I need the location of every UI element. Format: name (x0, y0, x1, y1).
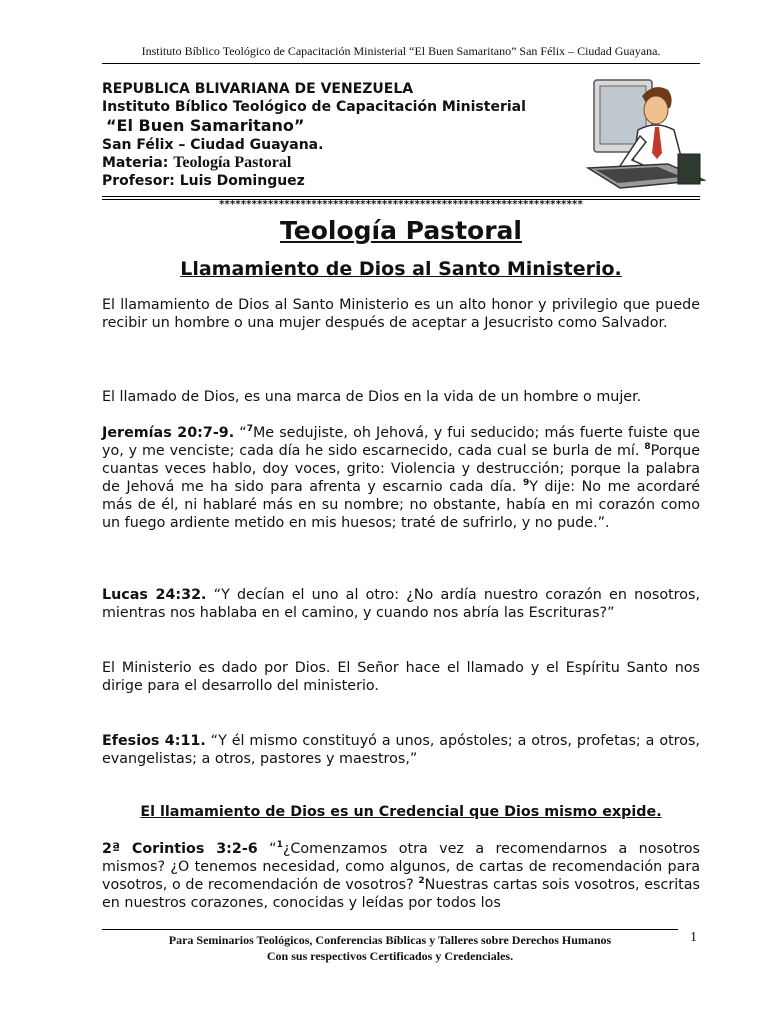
man-at-computer-clipart (586, 72, 706, 194)
institution-name: Instituto Bíblico Teológico de Capacitación Ministerial (102, 99, 526, 115)
verse-2-text: Nuestras cartas sois vosotros, escritas en nuestros corazones, conocidas y leídas por todos los (102, 877, 701, 911)
footer-line-2: Con sus respectivos Certificados y Credenciales. (266, 949, 514, 963)
efesios-paragraph (102, 732, 700, 768)
double-rule-top (102, 196, 700, 197)
footer-line-1: Para Seminarios Teológicos, Conferencias Bíblicas y Talleres sobre Derechos Humanos (168, 933, 612, 947)
verse-number-2: 2 (418, 876, 425, 887)
city-line: San Félix – Ciudad Guayana. (102, 137, 324, 153)
verse-8-text: Porque cuantas veces hablo, doy voces, grito: Violencia y destrucción; porque la palabra de Jehová me ha sido para afrenta y escarnio cada día. (102, 443, 701, 495)
efesios-text: “Y él mismo constituyó a unos, apóstoles; a otros, profetas; a otros, evangelistas; a otros, pastores y maestros,” (102, 733, 700, 767)
footer-rule (102, 929, 678, 930)
materia-value: Teología Pastoral (173, 154, 292, 171)
profesor-value: Luis Dominguez (179, 173, 305, 189)
page-number: 1 (690, 930, 697, 945)
document-subtitle: Llamamiento de Dios al Santo Ministerio. (180, 258, 622, 280)
institution-block (102, 80, 582, 190)
mark-paragraph: El llamado de Dios, es una marca de Dios en la vida de un hombre o mujer. (102, 389, 642, 405)
section-heading: El llamamiento de Dios es un Credencial que Dios mismo expide. (140, 804, 662, 820)
profesor-label: Profesor: (102, 173, 175, 189)
footer (102, 932, 678, 964)
corintios-open-quote: “ (257, 841, 277, 857)
jeremias-reference: Jeremías 20:7-9. (102, 425, 235, 441)
materia-label: Materia: (102, 155, 169, 171)
verse-number-7: 7 (246, 424, 253, 435)
verse-number-8: 8 (644, 442, 651, 453)
lucas-paragraph (102, 586, 700, 622)
verse-number-9: 9 (522, 478, 530, 489)
verse-number-1: 1 (276, 840, 283, 851)
header-rule (102, 63, 700, 64)
corintios-paragraph (102, 840, 700, 912)
verse-9-text: Y dije: No me acordaré más de él, ni hablaré más en su nombre; no obstante, había en mi corazón como un fuego ardiente metido en mis huesos; traté de sufrirlo, y no pude.”. (102, 479, 700, 531)
document-title: Teología Pastoral (280, 216, 522, 245)
asterisk-divider: ******************************************************************* (219, 199, 583, 210)
country-line: REPUBLICA BLIVARIANA DE VENEZUELA (102, 81, 414, 97)
lucas-reference: Lucas 24:32. (102, 587, 207, 603)
lucas-text: “Y decían el uno al otro: ¿No ardía nuestro corazón en nosotros, mientras nos hablaba en el camino, y cuando nos abría las Escrituras?” (102, 587, 700, 621)
profesor-line (102, 172, 582, 190)
intro-paragraph: El llamamiento de Dios al Santo Ministerio es un alto honor y privilegio que puede recibir un hombre o una mujer después de aceptar a Jesucristo como Salvador. (102, 297, 700, 331)
materia-line (102, 154, 582, 172)
institution-quoted-name: “El Buen Samaritano” (106, 116, 305, 135)
jeremias-open-quote: “ (234, 425, 247, 441)
ministerio-paragraph: El Ministerio es dado por Dios. El Señor hace el llamado y el Espíritu Santo nos dirige para el desarrollo del ministerio. (102, 660, 700, 694)
verse-1-text: ¿Comenzamos otra vez a recomendarnos a nosotros mismos? ¿O tenemos necesidad, como algunos, de cartas de recomendación para vosotros, o de recomendación de vosotros? (102, 841, 700, 893)
running-header: Instituto Bíblico Teológico de Capacitación Ministerial “El Buen Samaritano” San Félix – Ciudad Guayana. (141, 44, 661, 58)
verse-7-text: Me sedujiste, oh Jehová, y fui seducido; más fuerte fuiste que yo, y me venciste; cada día he sido escarnecido, cada cual se burla de mí. (102, 425, 701, 459)
corintios-reference: 2ª Corintios 3:2-6 (102, 841, 258, 857)
efesios-reference: Efesios 4:11. (102, 733, 206, 749)
jeremias-paragraph (102, 424, 700, 532)
